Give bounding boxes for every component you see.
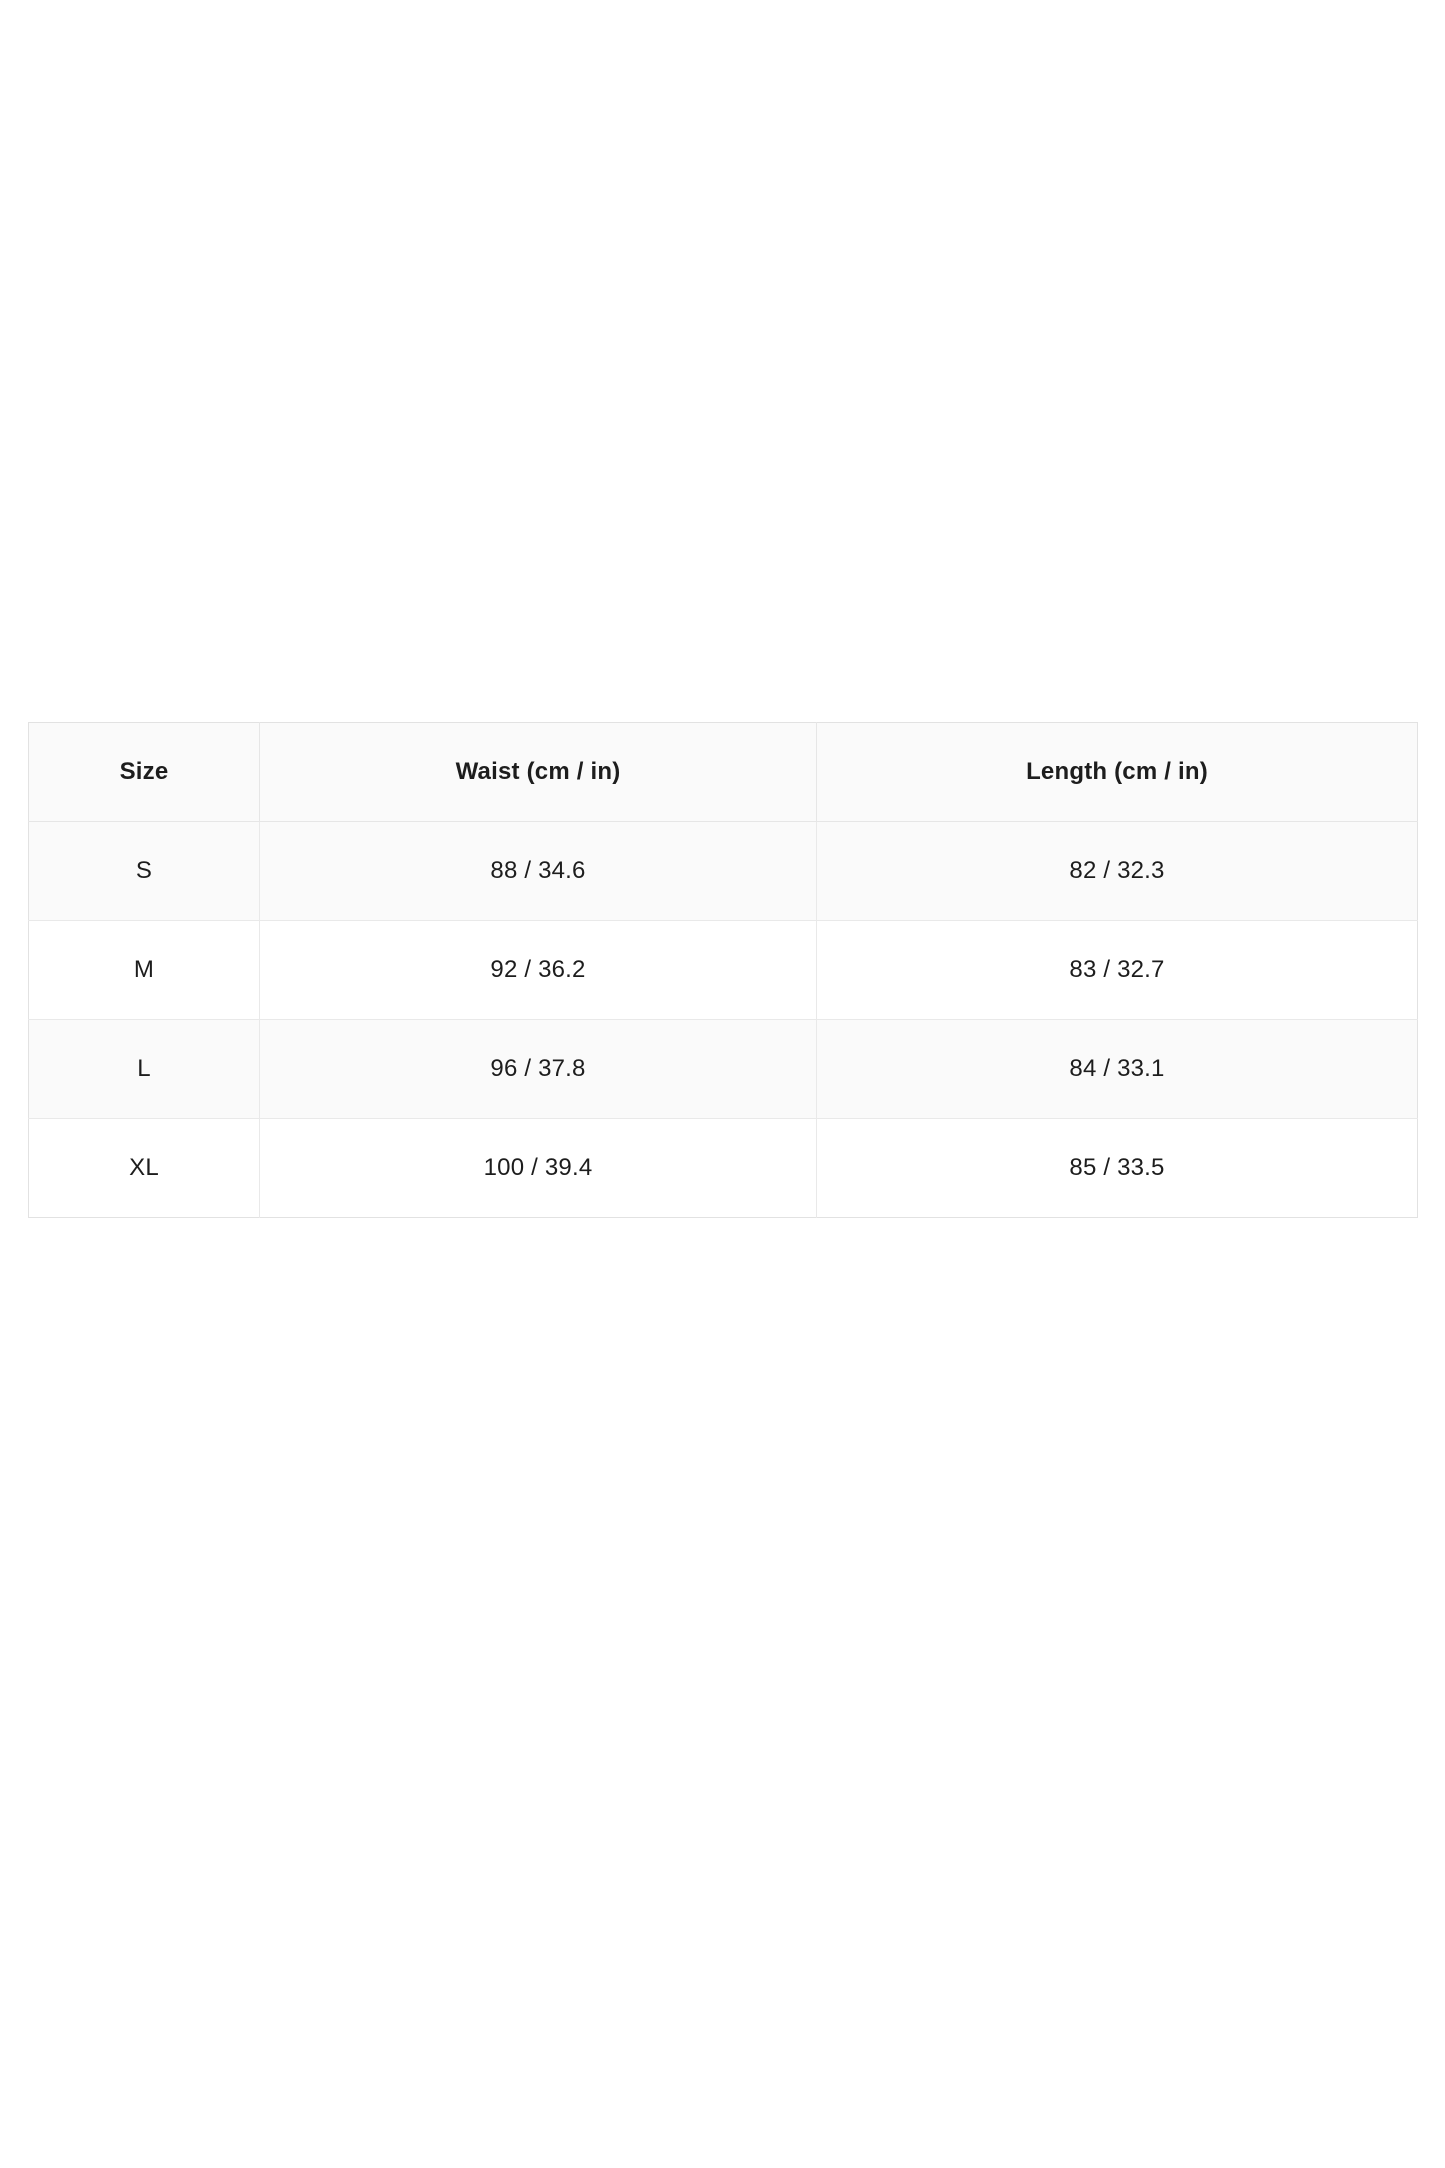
- cell-size: L: [29, 1020, 260, 1119]
- size-chart-body: [29, 822, 1418, 1218]
- column-header-length: Length (cm / in): [817, 723, 1418, 822]
- cell-waist: 92 / 36.2: [260, 921, 817, 1020]
- cell-length: 82 / 32.3: [817, 822, 1418, 921]
- table-row: [29, 921, 1418, 1020]
- size-chart-header: [29, 723, 1418, 822]
- column-header-waist: Waist (cm / in): [260, 723, 817, 822]
- table-row: [29, 1020, 1418, 1119]
- cell-size: XL: [29, 1119, 260, 1218]
- cell-length: 85 / 33.5: [817, 1119, 1418, 1218]
- table-header-row: [29, 723, 1418, 822]
- cell-waist: 100 / 39.4: [260, 1119, 817, 1218]
- cell-length: 84 / 33.1: [817, 1020, 1418, 1119]
- table-row: [29, 822, 1418, 921]
- cell-size: S: [29, 822, 260, 921]
- column-header-size: Size: [29, 723, 260, 822]
- cell-size: M: [29, 921, 260, 1020]
- size-chart-container: [28, 722, 1417, 1218]
- cell-waist: 96 / 37.8: [260, 1020, 817, 1119]
- size-chart-table: [28, 722, 1418, 1218]
- cell-length: 83 / 32.7: [817, 921, 1418, 1020]
- cell-waist: 88 / 34.6: [260, 822, 817, 921]
- table-row: [29, 1119, 1418, 1218]
